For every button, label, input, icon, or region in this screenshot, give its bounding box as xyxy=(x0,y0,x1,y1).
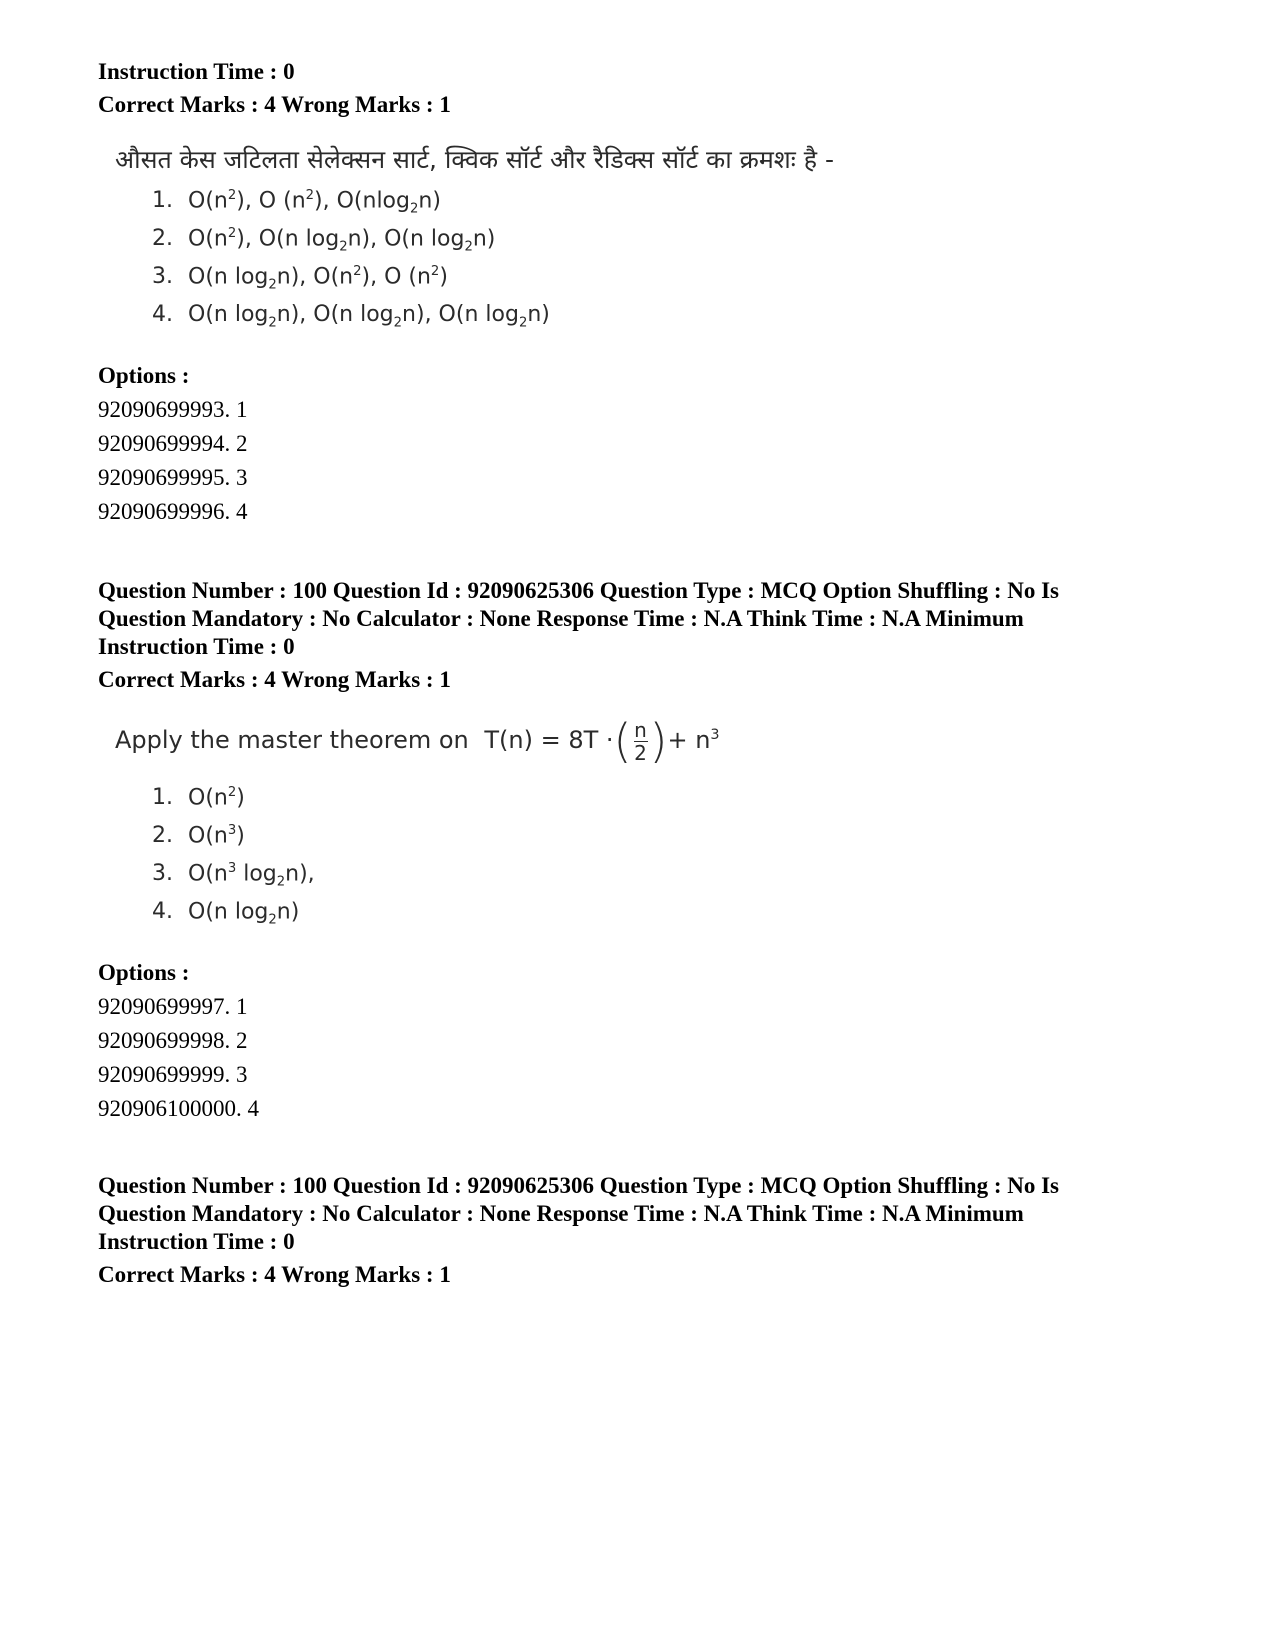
question-choice: 4. O(n $\log_2n$), O(n $\log_2n$), O(n $\log_2n$) xyxy=(152,302,550,331)
instruction-time: Instruction Time : 0 xyxy=(98,59,295,84)
choice-number: 3. xyxy=(152,264,173,290)
question-choice: 4. O(n $\log_2n$) xyxy=(152,899,300,928)
choice-number: 2. xyxy=(152,823,173,849)
choice-number: 4. xyxy=(152,302,173,327)
choice-number: 4. xyxy=(152,899,173,925)
marks-line: Correct Marks : 4 Wrong Marks : 1 xyxy=(98,92,451,117)
question-header-line: Question Number : 100 Question Id : 92090625306 Question Type : MCQ Option Shuffling : No Is xyxy=(98,578,1060,603)
instruction-time: Instruction Time : 0 xyxy=(98,1229,295,1254)
choice-number: 1. xyxy=(152,785,173,811)
option-line: 92090699997. 1 xyxy=(98,994,248,1019)
fraction: $\frac{n}{2}$ xyxy=(634,717,647,765)
option-line: 92090699999. 3 xyxy=(98,1062,248,1087)
option-line: 92090699993. 1 xyxy=(98,397,248,422)
option-line: 92090699996. 4 xyxy=(98,499,248,524)
options-title: Options : xyxy=(98,363,190,388)
marks-line: Correct Marks : 4 Wrong Marks : 1 xyxy=(98,667,451,692)
question-header-line: Question Mandatory : No Calculator : None Response Time : N.A Think Time : N.A Minimum xyxy=(98,606,1024,631)
option-line: 92090699998. 2 xyxy=(98,1028,248,1053)
question-choice: 1. $O(n^2)$, O $(n^2)$, O(nlog$_2$n) xyxy=(152,188,441,217)
question-text: औसत केस जटिलता सेलेक्सन सार्ट, क्विक सॉर्ट और रैडिक्स सॉर्ट का क्रमशः है - xyxy=(115,145,835,174)
choice-number: 3. xyxy=(152,861,173,887)
question-choice: 2. $O(n^2)$, O(n $\log_2n$), O(n $\log_2n$) xyxy=(152,226,496,255)
question-header xyxy=(98,577,1188,661)
question-choice: 3. $O(n^3$ $\log_2n$), xyxy=(152,861,315,890)
question-header-line: Question Mandatory : No Calculator : None Response Time : N.A Think Time : N.A Minimum xyxy=(98,1201,1024,1226)
instruction-time: Instruction Time : 0 xyxy=(98,634,295,659)
question-header-line: Question Number : 100 Question Id : 92090625306 Question Type : MCQ Option Shuffling : No Is xyxy=(98,1173,1060,1198)
option-line: 92090699994. 2 xyxy=(98,431,248,456)
choice-number: 1. xyxy=(152,188,173,214)
question-text: Apply the master theorem on T(n) = 8T ·( $\frac{n}{2}$ )+ $n^3$ xyxy=(115,714,720,768)
marks-line: Correct Marks : 4 Wrong Marks : 1 xyxy=(98,1262,451,1287)
option-line: 92090699995. 3 xyxy=(98,465,248,490)
question-choice: 3. O(n $\log_2n$), $O(n^2)$, O $(n^2)$ xyxy=(152,264,448,293)
option-line: 920906100000. 4 xyxy=(98,1096,259,1121)
options-title: Options : xyxy=(98,960,190,985)
choice-number: 2. xyxy=(152,226,173,252)
question-choice: 2. $O(n^3)$ xyxy=(152,823,245,849)
question-header xyxy=(98,1172,1188,1256)
question-choice: 1. $O(n^2)$ xyxy=(152,785,245,811)
